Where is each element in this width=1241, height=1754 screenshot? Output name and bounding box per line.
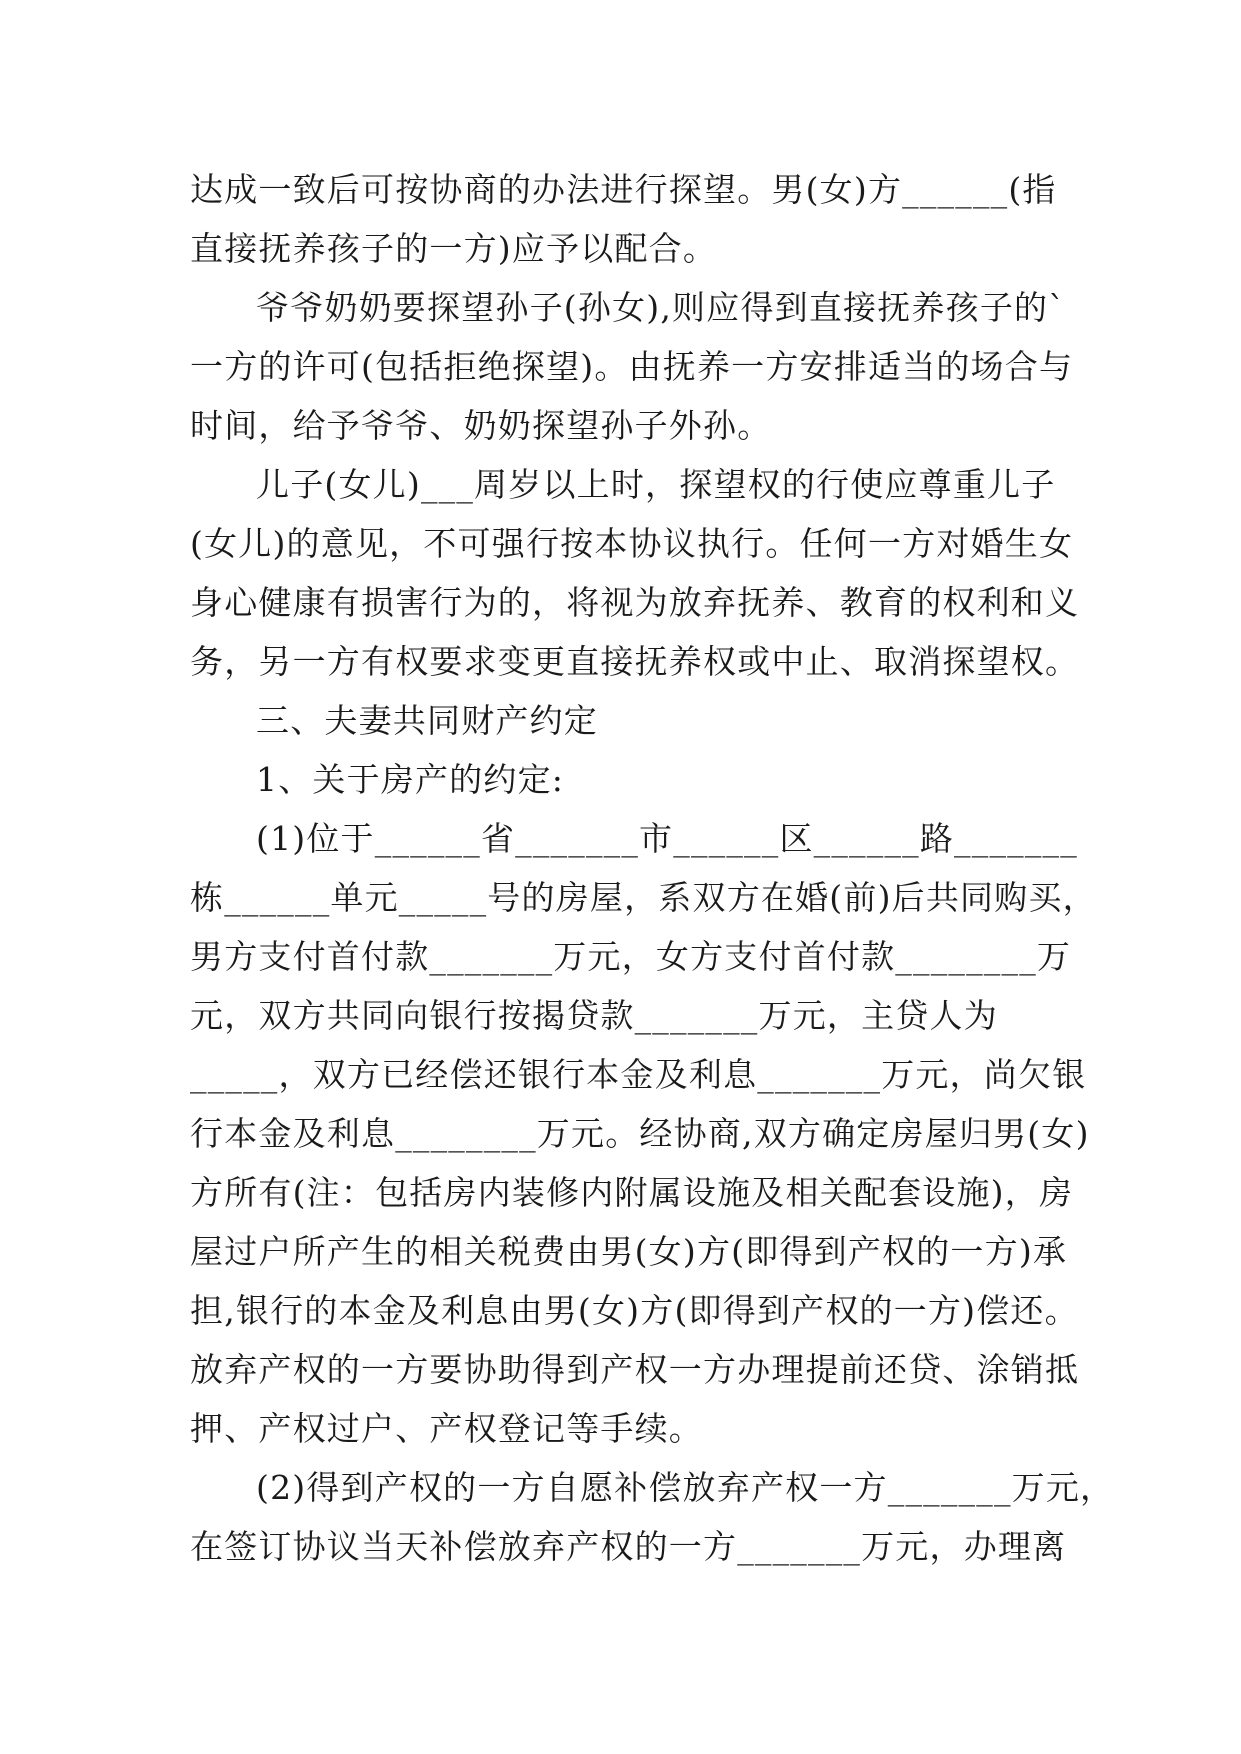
section-heading: 三、夫妻共同财产约定: [256, 701, 598, 740]
text-line: 担,银行的本金及利息由男(女)方(即得到产权的一方)偿还。: [190, 1291, 1079, 1330]
text-line: 爷爷奶奶要探望孙子(孙女),则应得到直接抚养孩子的`: [256, 288, 1066, 327]
text-line: 屋过户所产生的相关税费由男(女)方(即得到产权的一方)承: [190, 1232, 1068, 1271]
text-line: 直接抚养孩子的一方)应予以配合。: [190, 229, 718, 268]
text-line: (女儿)的意见，不可强行按本协议执行。任何一方对婚生女: [190, 524, 1074, 563]
text-line: (2)得到产权的一方自愿补偿放弃产权一方_______万元，: [256, 1468, 1115, 1507]
subsection-heading: 1、关于房产的约定:: [256, 760, 565, 799]
text-line: 栋______单元_____号的房屋，系双方在婚(前)后共同购买，: [190, 878, 1097, 917]
text-line: (1)位于______省_______市______区______路_______: [256, 819, 1078, 858]
text-line: 方所有(注：包括房内装修内附属设施及相关配套设施)，房: [190, 1173, 1074, 1212]
text-line: 达成一致后可按协商的办法进行探望。男(女)方______(指: [190, 170, 1057, 209]
text-line: 儿子(女儿)___周岁以上时，探望权的行使应尊重儿子: [256, 465, 1056, 504]
text-line: 时间，给予爷爷、奶奶探望孙子外孙。: [190, 406, 772, 445]
text-line: 一方的许可(包括拒绝探望)。由抚养一方安排适当的场合与: [190, 347, 1074, 386]
text-line: 放弃产权的一方要协助得到产权一方办理提前还贷、涂销抵: [190, 1350, 1080, 1389]
text-line: 押、产权过户、产权登记等手续。: [190, 1409, 703, 1448]
text-line: 在签订协议当天补偿放弃产权的一方_______万元，办理离: [190, 1527, 1067, 1566]
text-line: 身心健康有损害行为的，将视为放弃抚养、教育的权利和义: [190, 583, 1080, 622]
text-line: 行本金及利息________万元。经协商,双方确定房屋归男(女): [190, 1114, 1090, 1153]
text-line: 务，另一方有权要求变更直接抚养权或中止、取消探望权。: [190, 642, 1080, 681]
text-line: 男方支付首付款_______万元，女方支付首付款________万: [190, 937, 1072, 976]
text-line: 元，双方共同向银行按揭贷款_______万元，主贷人为: [190, 996, 998, 1035]
document-page: [190, 160, 1115, 1576]
text-line: _____，双方已经偿还银行本金及利息_______万元，尚欠银: [190, 1055, 1087, 1094]
